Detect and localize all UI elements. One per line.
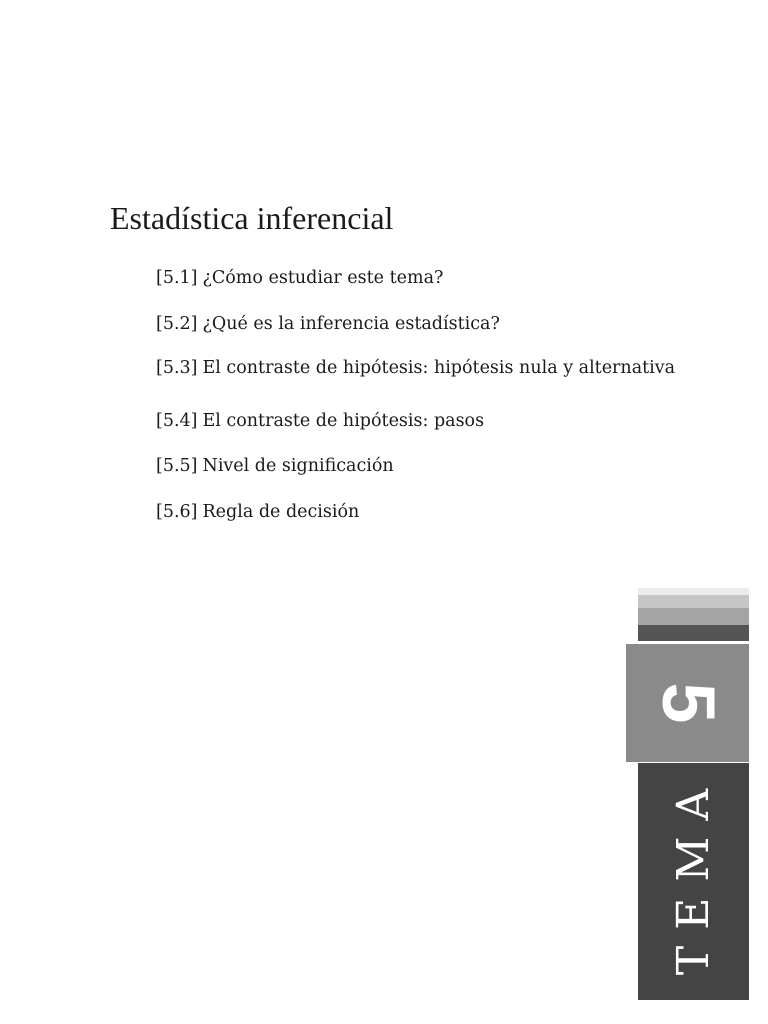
toc-item-number: [5.5] bbox=[156, 456, 198, 476]
toc-item-5-6[interactable] bbox=[156, 501, 359, 523]
toc-item-number: [5.4] bbox=[156, 411, 198, 431]
tab-decor-strip bbox=[638, 595, 749, 608]
toc-item-text: El contraste de hipótesis: hipótesis nula y alternativa bbox=[202, 358, 676, 378]
toc-item-number: [5.1] bbox=[156, 268, 198, 288]
chapter-label: TEMA bbox=[667, 772, 719, 975]
toc-item-text: ¿Cómo estudiar este tema? bbox=[202, 268, 444, 288]
chapter-number-tab bbox=[626, 642, 749, 762]
toc-item-number: [5.2] bbox=[156, 314, 198, 334]
toc-item-text: Regla de decisión bbox=[202, 502, 360, 522]
toc-item-number: [5.3] bbox=[156, 358, 198, 378]
tab-decor-strip bbox=[638, 625, 749, 641]
toc-item-text: El contraste de hipótesis: pasos bbox=[202, 411, 485, 431]
toc-item-5-3[interactable] bbox=[156, 357, 675, 379]
toc-item-text: ¿Qué es la inferencia estadística? bbox=[202, 314, 500, 334]
tab-decor-strip bbox=[638, 588, 749, 595]
toc-item-5-5[interactable] bbox=[156, 455, 394, 477]
chapter-label-tab bbox=[638, 763, 749, 1000]
toc-item-5-1[interactable] bbox=[156, 267, 443, 289]
toc-item-text: Nivel de significación bbox=[202, 456, 394, 476]
toc-item-5-2[interactable] bbox=[156, 313, 500, 335]
tab-decor-strip bbox=[638, 608, 749, 625]
chapter-number: 5 bbox=[646, 682, 730, 724]
toc-item-number: [5.6] bbox=[156, 502, 198, 522]
page-title: Estadística inferencial bbox=[110, 200, 394, 236]
toc-item-5-4[interactable] bbox=[156, 410, 484, 432]
